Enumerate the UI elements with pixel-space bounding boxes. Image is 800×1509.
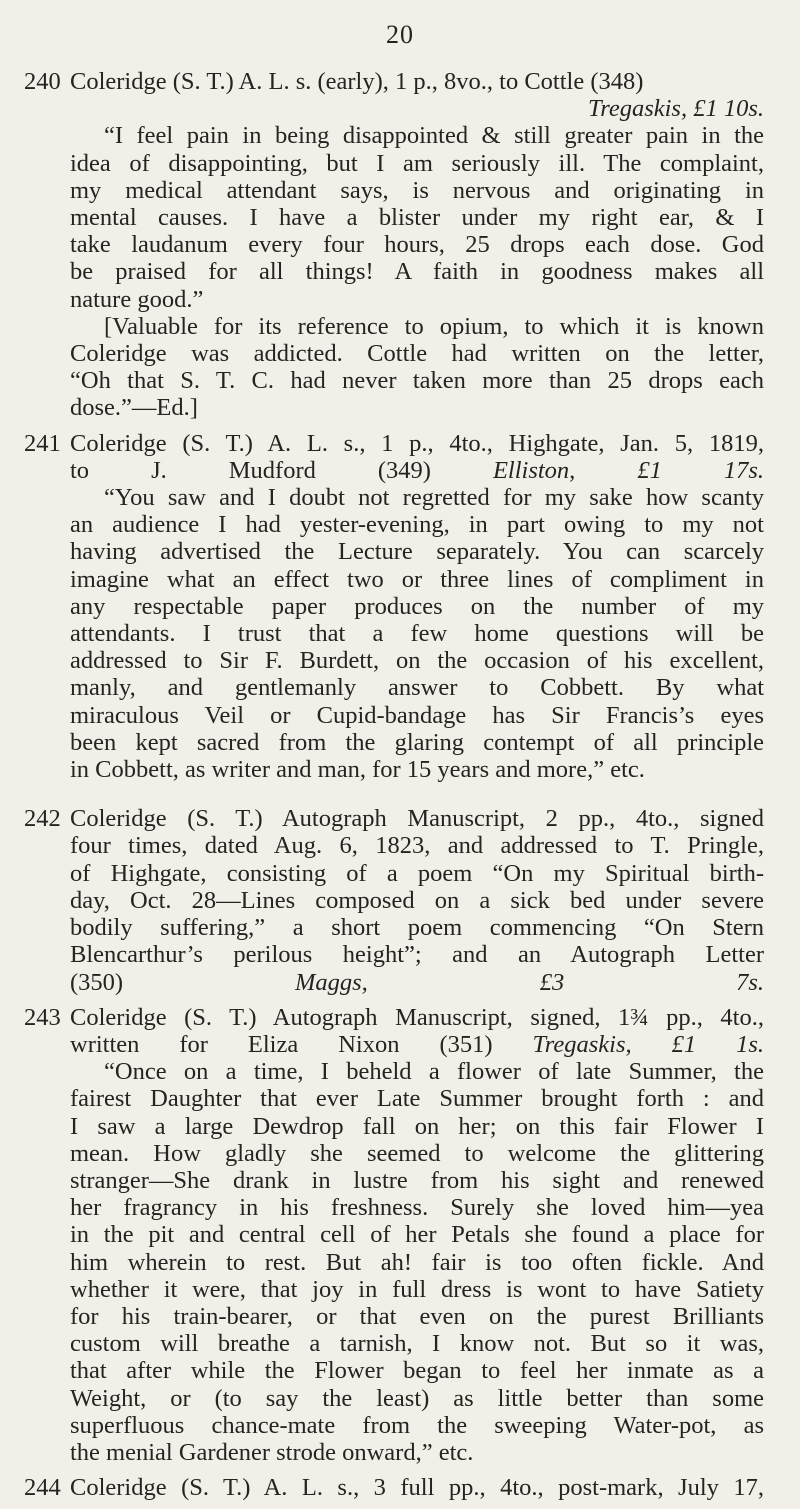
lot-number: 240: [24, 68, 61, 95]
lot-description: Coleridge (S. T.) A. L. s. (early), 1 p., 8vo., to Cottle (348): [70, 68, 644, 95]
lot-text-line: day, Oct. 28—Lines composed on a sick bed under severe: [70, 886, 764, 914]
lot-text-line: been kept sacred from the glaring contempt of all principle: [70, 728, 764, 756]
lot-text-line: superfluous chance-mate from the sweeping Water-pot, as: [70, 1411, 764, 1439]
lot-text-line: him wherein to rest. But ah! fair is too often fickle. And: [70, 1248, 764, 1276]
lot-heading: [24, 1474, 764, 1501]
lot-text-line: fairest Daughter that ever Late Summer brought forth : and: [70, 1085, 764, 1113]
lot-text-line: her fragrancy in his freshness. Surely she loved him—yea: [70, 1194, 764, 1222]
lot-text-line: idea of disappointing, but I am seriously ill. The complaint,: [70, 149, 764, 177]
lot-buyer-line: [24, 457, 764, 484]
lot-text-line: in the pit and central cell of her Petals she found a place for: [70, 1221, 764, 1249]
lot-heading: [24, 805, 764, 832]
lot-text-line: nature good.”: [70, 285, 204, 313]
lot-number: 244: [24, 1474, 61, 1502]
lot-text-line: stranger—She drank in lustre from his sight and renewed: [70, 1166, 764, 1194]
lot-entry: [24, 1004, 764, 1466]
lot-description: written for Eliza Nixon (351): [70, 1030, 493, 1058]
lot-text-line: “Once on a time, I beheld a flower of late Summer, the: [104, 1058, 764, 1086]
lot-number: 243: [24, 1003, 61, 1031]
lot-text-line: attendants. I trust that a few home questions will be: [70, 620, 764, 648]
lot-text-line: custom will breathe a tarnish, I know not. But so it was,: [70, 1330, 764, 1358]
lot-text-line: I saw a large Dewdrop fall on her; on this fair Flower I: [70, 1112, 764, 1140]
lot-text-line: that after while the Flower began to feel her inmate as a: [70, 1357, 764, 1385]
lot-buyer-line: [24, 969, 764, 996]
lot-entry: [24, 805, 764, 995]
lot-text-line: the menial Gardener strode onward,” etc.: [70, 1438, 474, 1466]
lot-description: (350): [70, 968, 124, 996]
lot-text-line: [Valuable for its reference to opium, to which it is known: [104, 312, 764, 340]
lot-text-line: Weight, or (to say the least) as little better than some: [70, 1384, 764, 1412]
lot-text-line: be praised for all things! A faith in goodness makes all: [70, 258, 764, 286]
lot-text-line: addressed to Sir F. Burdett, on the occasion of his excellent,: [70, 647, 764, 675]
lot-text-line: imagine what an effect two or three lines of compliment in: [70, 565, 764, 593]
page-number: 20: [386, 20, 414, 49]
lot-buyer-price: Tregaskis, £1 1s.: [532, 1030, 765, 1058]
lot-description: Coleridge (S. T.) A. L. s., 1 p., 4to., Highgate, Jan. 5, 1819,: [70, 429, 764, 457]
lot-text-line: miraculous Veil or Cupid-bandage has Sir Francis’s eyes: [70, 701, 764, 729]
lot-entry: [24, 430, 764, 784]
lot-text-line: Coleridge was addicted. Cottle had written on the letter,: [70, 340, 764, 368]
lot-heading: [24, 1004, 764, 1031]
lot-description: Coleridge (S. T.) Autograph Manuscript, 2 pp., 4to., signed: [70, 805, 764, 833]
lot-heading: [24, 430, 764, 457]
lot-buyer-price: Elliston, £1 17s.: [492, 456, 764, 484]
lot-text-line: in Cobbett, as writer and man, for 15 years and more,” etc.: [70, 756, 645, 784]
lot-text-line: for his train-bearer, or that even on the purest Brilliants: [70, 1302, 764, 1330]
lot-text-line: having advertised the Lecture separately. You can scarcely: [70, 538, 764, 566]
lot-text-line: manly, and gentlemanly answer to Cobbett. By what: [70, 674, 764, 702]
lot-entry: [24, 1474, 764, 1501]
lot-buyer-price: Maggs, £3 7s.: [294, 968, 765, 996]
lot-text-line: mental causes. I have a blister under my right ear, & I: [70, 204, 764, 232]
lot-buyer-line: [24, 1031, 764, 1058]
lot-text-line: mean. How gladly she seemed to welcome the glittering: [70, 1139, 764, 1167]
lot-text-line: my medical attendant says, is nervous and originating in: [70, 176, 764, 204]
lot-text-line: of Highgate, consisting of a poem “On my Spiritual birth-: [70, 859, 764, 887]
lot-text-line: bodily suffering,” a short poem commencing “On Stern: [70, 914, 764, 942]
lot-text-line: “I feel pain in being disappointed & still greater pain in the: [104, 122, 764, 150]
lot-text-line: take laudanum every four hours, 25 drops each dose. God: [70, 231, 764, 259]
lot-text-line: any respectable paper produces on the number of my: [70, 592, 764, 620]
lot-description: Coleridge (S. T.) Autograph Manuscript, signed, 1¾ pp., 4to.,: [70, 1003, 764, 1031]
lot-text-line: four times, dated Aug. 6, 1823, and addressed to T. Pringle,: [70, 832, 764, 860]
lot-description: to J. Mudford (349): [70, 456, 431, 484]
lot-text-line: Blencarthur’s perilous height”; and an Autograph Letter: [70, 941, 764, 969]
lot-number: 241: [24, 429, 61, 457]
lot-heading: [24, 68, 764, 95]
lot-number: 242: [24, 805, 61, 833]
lot-text-line: whether it were, that joy in full dress is wont to have Satiety: [70, 1275, 764, 1303]
lot-description: Coleridge (S. T.) A. L. s., 3 full pp., 4to., post-mark, July 17,: [70, 1474, 764, 1502]
lot-entries: [24, 68, 764, 1509]
lot-entry: [24, 68, 764, 422]
lot-buyer-price: Tregaskis, £1 10s.: [587, 95, 764, 123]
lot-text-line: “Oh that S. T. C. had never taken more than 25 drops each: [70, 367, 764, 395]
lot-text-line: dose.”—Ed.]: [70, 394, 198, 422]
lot-text-line: an audience I had yester-evening, in part owing to my not: [70, 511, 764, 539]
lot-text-line: “You saw and I doubt not regretted for my sake how scanty: [104, 484, 764, 512]
